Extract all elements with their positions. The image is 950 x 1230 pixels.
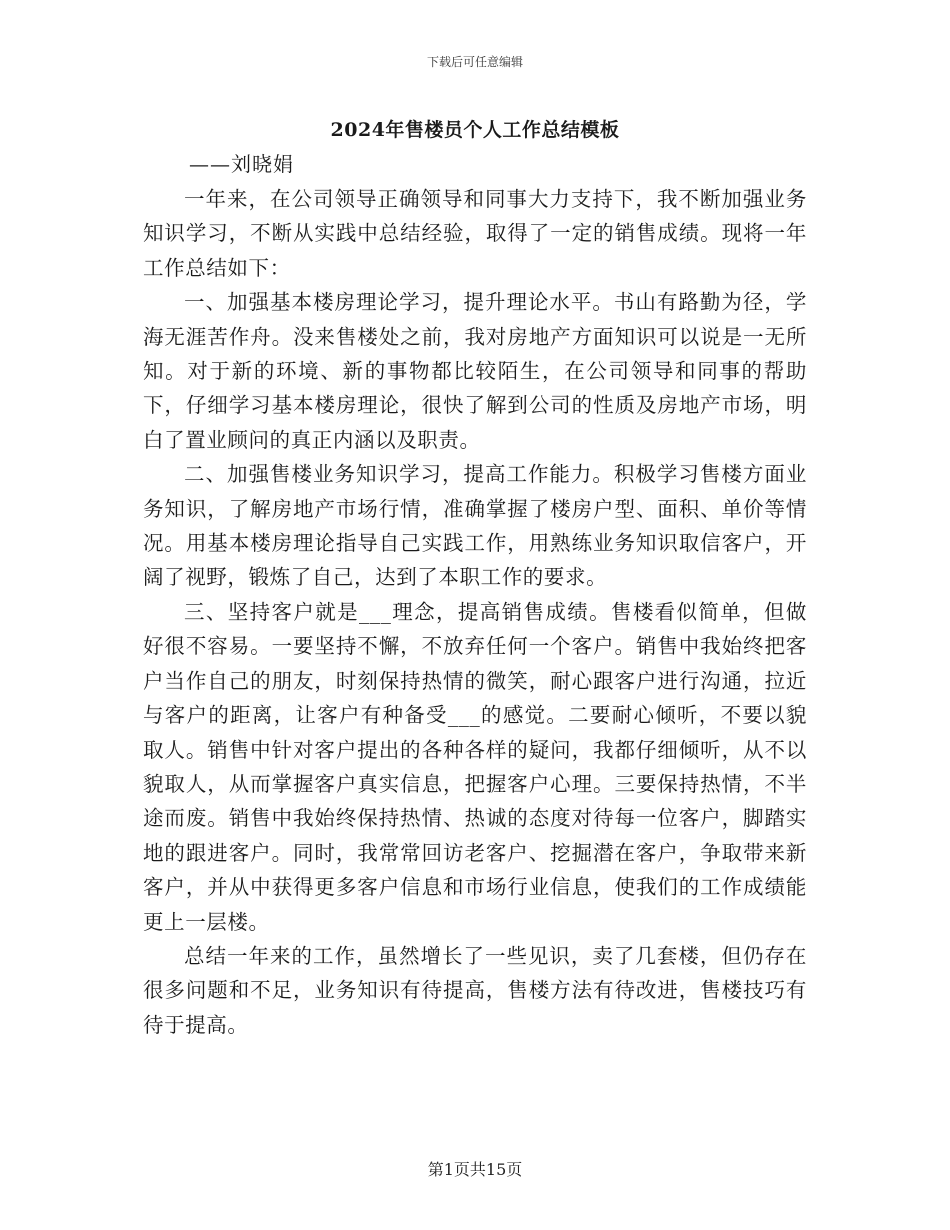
document-title: 2024年售楼员个人工作总结模板 (330, 119, 620, 141)
page-footer-number: 第1页共15页 (427, 1160, 523, 1179)
paragraph-conclusion: 总结一年来的工作，虽然增长了一些见识，卖了几套楼，但仍存在很多问题和不足，业务知识有待提高，售楼方法有待改进，售楼技巧有待于提高。 (143, 943, 807, 1037)
paragraph-intro: 一年来，在公司领导正确领导和同事大力支持下，我不断加强业务知识学习，不断从实践中总结经验，取得了一定的销售成绩。现将一年工作总结如下： (143, 187, 807, 280)
paragraph-section-1: 一、加强基本楼房理论学习，提升理论水平。书山有路勤为径，学海无涯苦作舟。没来售楼处之前，我对房地产方面知识可以说是一无所知。对于新的环境、新的事物都比较陌生，在公司领导和同事的帮助下，仔细学习基本楼房理论，很快了解到公司的性质及房地产市场，明白了置业顾问的真正内涵以及职责。 (143, 290, 807, 452)
document-body (143, 182, 807, 1042)
paragraph-section-2: 二、加强售楼业务知识学习，提高工作能力。积极学习售楼方面业务知识，了解房地产市场行情，准确掌握了楼房户型、面积、单价等情况。用基本楼房理论指导自己实践工作，用熟练业务知识取信客户，开阔了视野，锻炼了自己，达到了本职工作的要求。 (143, 462, 807, 590)
document-author: ——刘晓娟 (189, 152, 294, 176)
paragraph-section-3: 三、坚持客户就是___理念，提高销售成绩。售楼看似简单，但做好很不容易。一要坚持不懈，不放弃任何一个客户。销售中我始终把客户当作自己的朋友，时刻保持热情的微笑，耐心跟客户进行沟通，拉近与客户的距离，让客户有种备受___的感觉。二要耐心倾听，不要以貌取人。销售中针对客户提出的各种各样的疑问，我都仔细倾听，从不以貌取人，从而掌握客户真实信息，把握客户心理。三要保持热情，不半途而废。销售中我始终保持热情、热诚的态度对待每一位客户，脚踏实地的跟进客户。同时，我常常回访老客户、挖掘潜在客户，争取带来新客户，并从中获得更多客户信息和市场行业信息，使我们的工作成绩能更上一层楼。 (143, 599, 807, 934)
page-header-note: 下载后可任意编辑 (426, 55, 523, 69)
